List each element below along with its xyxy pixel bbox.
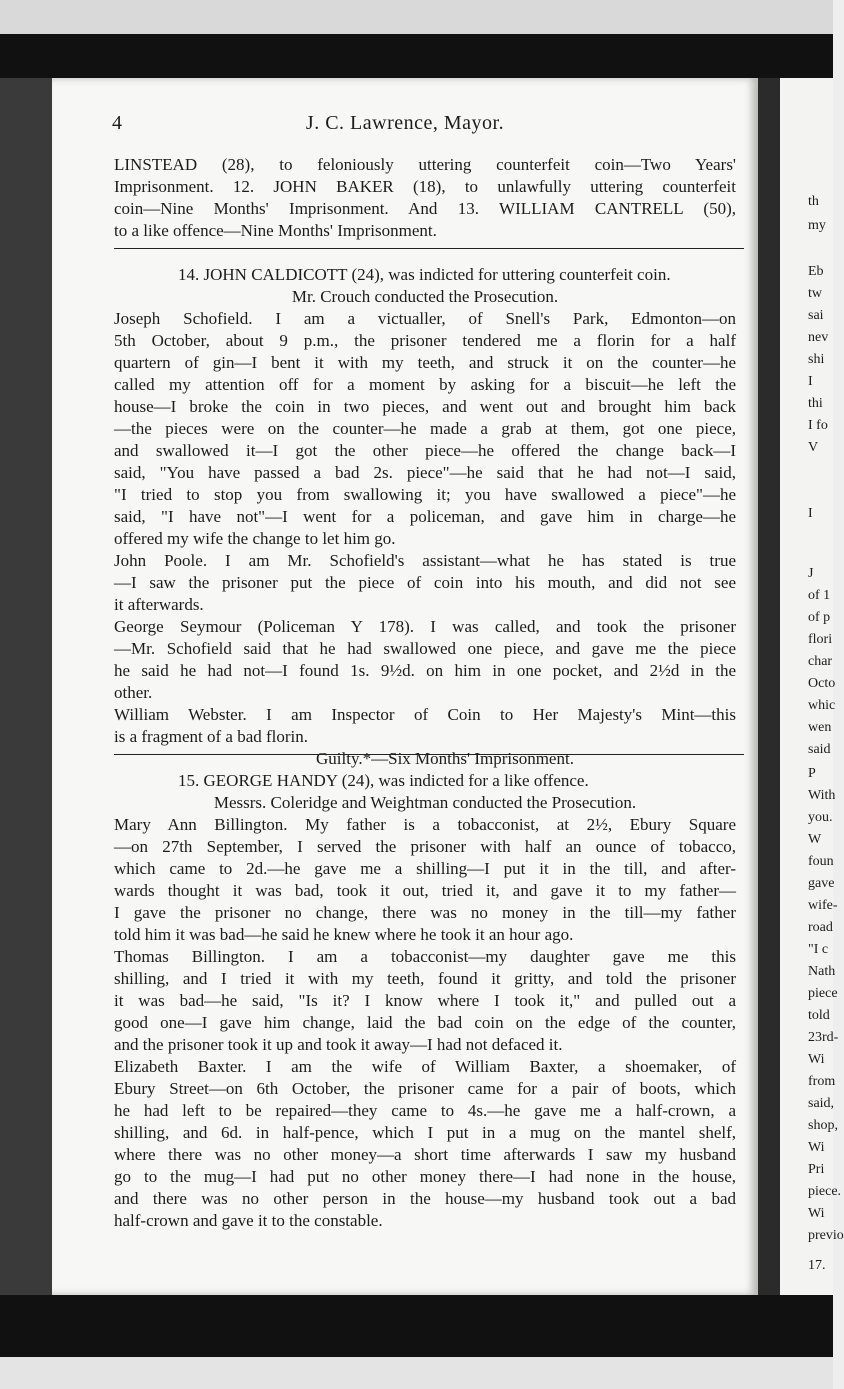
prosecution-note: Messrs. Coleridge and Weightman conducted the Prosecution. [213,793,637,812]
testimony-line: —on 27th September, I served the prisoner with half an ounce of tobacco, [114,837,736,856]
testimony-line: and swallowed it—I got the other piece—he offered the change back—I [114,441,736,460]
testimony-line: and the prisoner took it up and took it away—I had not defaced it. [114,1035,563,1054]
next-page-fragment: th [808,194,819,209]
next-page-fragment: my [808,218,826,233]
film-border-bottom [0,1295,833,1357]
case-heading: 14. JOHN CALDICOTT (24), was indicted for uttering counterfeit coin. [178,265,671,284]
next-page-fragment: of p [808,610,831,625]
testimony-line: Mary Ann Billington. My father is a tobacconist, at 2½, Ebury Square [114,815,736,834]
next-page-fragment: shop, [808,1118,838,1133]
testimony-line: other. [114,683,153,702]
next-page-fragment: I fo [808,418,828,433]
prosecution-note: Mr. Crouch conducted the Prosecution. [291,287,559,306]
document-page [52,78,758,1295]
next-page-fragment: said, [808,1096,835,1111]
verdict: Guilty.*—Six Months' Imprisonment. [316,749,574,768]
testimony-line: is a fragment of a bad florin. [114,727,309,746]
testimony-line: —Mr. Schofield said that he had swallowed one piece, and gave me the piece [114,639,736,658]
next-page-fragment: shi [808,352,825,367]
testimony-line: George Seymour (Policeman Y 178). I was called, and took the prisoner [114,617,736,636]
running-head-text: J. C. Lawrence, Mayor. [305,112,505,134]
page-gutter [758,78,780,1295]
testimony-line: where there was no other money—a short time afterwards I saw my husband [114,1145,736,1164]
testimony-line: house—I broke the coin in two pieces, and went out and brought him back [114,397,736,416]
next-page-fragment: Pri [808,1162,825,1177]
next-page-fragment: P [808,766,816,781]
next-page-fragment: said [808,742,831,757]
page-header [52,112,758,136]
testimony-line: —the pieces were on the counter—he made a grab at them, got one piece, [114,419,736,438]
film-strip-bottom [0,1357,833,1389]
testimony-line: Ebury Street—on 6th October, the prisoner came for a pair of boots, which [114,1079,736,1098]
testimony-line: it was bad—he said, "Is it? I know where I took it," and pulled out a [114,991,736,1010]
next-page-fragment: piece. [808,1184,842,1199]
next-page-fragment: nev [808,330,829,345]
testimony-line: go to the mug—I had put no other money there—I had none in the house, [114,1167,736,1186]
continuation-paragraph [114,154,736,242]
testimony-line: Joseph Schofield. I am a victualler, of Snell's Park, Edmonton—on [114,309,736,328]
testimony-line: told him it was bad—he said he knew where he took it an hour ago. [114,925,574,944]
next-page-fragment: thi [808,396,823,411]
next-page-fragment: Wi [808,1052,825,1067]
next-page-fragment: I [808,506,813,521]
testimony-line: half-crown and gave it to the constable. [114,1211,383,1230]
next-page-fragment: gave [808,876,835,891]
case-15 [114,770,736,1232]
testimony-line: said, "I have not"—I went for a policeman, and gave him in charge—he [114,507,736,526]
testimony-line: shilling, and I tried it with my teeth, found it gritty, and told the prisoner [114,969,736,988]
testimony-line: —I saw the prisoner put the piece of coin into his mouth, and did not see [114,573,736,592]
next-page-fragment: 17. [808,1258,826,1273]
next-page-fragment: 23rd- [808,1030,839,1045]
next-page-fragment: Octo [808,676,836,691]
text-line: LINSTEAD (28), to feloniously uttering counterfeit coin—Two Years' [114,155,736,174]
film-border-top [0,34,833,78]
next-page-fragment: told [808,1008,830,1023]
testimony-line: John Poole. I am Mr. Schofield's assistant—what he has stated is true [114,551,736,570]
next-page-fragment: "I c [808,942,829,957]
section-divider [114,248,744,249]
next-page-fragment: foun [808,854,834,869]
testimony-line: he said he had not—I found 1s. 9½d. on him in one pocket, and 2½d in the [114,661,736,680]
next-page-fragment: char [808,654,833,669]
next-page-fragment: W [808,832,822,847]
testimony-line: wards thought it was bad, took it out, tried it, and gave it to my father— [114,881,736,900]
next-page-fragment: piece [808,986,838,1001]
next-page-fragment: Eb [808,264,824,279]
testimony-line: it afterwards. [114,595,204,614]
next-page-fragment: With [808,788,836,803]
testimony-line: offered my wife the change to let him go. [114,529,396,548]
testimony-line: said, "You have passed a bad 2s. piece"—he said that he had not—I said, [114,463,736,482]
testimony-line: William Webster. I am Inspector of Coin to Her Majesty's Mint—this [114,705,736,724]
running-head [52,112,758,135]
testimony-line: I gave the prisoner no change, there was no money in the till—my father [114,903,736,922]
next-page-fragment: J [808,566,814,581]
next-page-fragment: flori [808,632,833,647]
next-page-fragment: tw [808,286,822,301]
next-page-fragment: wen [808,720,832,735]
next-page-fragment: road [808,920,833,935]
text-line: coin—Nine Months' Imprisonment. And 13. WILLIAM CANTRELL (50), [114,199,736,218]
case-14 [114,264,736,770]
next-page-fragment: wife- [808,898,838,913]
testimony-line: quartern of gin—I bent it with my teeth, and struck it on the counter—he [114,353,736,372]
testimony-line: shilling, and 6d. in half-pence, which I put in a mug on the mantel shelf, [114,1123,736,1142]
case-heading: 15. GEORGE HANDY (24), was indicted for a like offence. [178,771,589,790]
next-page-fragment: of 1 [808,588,831,603]
next-page-fragment: Wi [808,1140,825,1155]
testimony-line: Thomas Billington. I am a tobacconist—my daughter gave me this [114,947,736,966]
testimony-line: which came to 2d.—he gave me a shilling—I put it in the till, and after- [114,859,736,878]
film-strip-top [0,0,833,34]
testimony-line: 5th October, about 9 p.m., the prisoner tendered me a florin for a half [114,331,736,350]
next-page-fragment: V [808,440,819,455]
next-page-fragment: whic [808,698,836,713]
testimony-line: he had left to be repaired—they came to 4s.—he gave me a half-crown, a [114,1101,736,1120]
next-page-fragment: Nath [808,964,836,979]
testimony-line: called my attention off for a moment by asking for a biscuit—he left the [114,375,736,394]
next-page-fragment: previo [808,1228,844,1243]
text-line: Imprisonment. 12. JOHN BAKER (18), to unlawfully uttering counterfeit [114,177,736,196]
text-line: to a like offence—Nine Months' Imprisonment. [114,221,437,240]
testimony-line: Elizabeth Baxter. I am the wife of William Baxter, a shoemaker, of [114,1057,736,1076]
next-page-fragment: Wi [808,1206,825,1221]
film-border-left [0,78,52,1295]
next-page-fragment: sai [808,308,824,323]
testimony-line: good one—I gave him change, laid the bad coin on the edge of the counter, [114,1013,736,1032]
testimony-line: "I tried to stop you from swallowing it; you have swallowed a piece"—he [114,485,736,504]
page-number: 4 [112,112,122,134]
next-page-fragment: from [808,1074,836,1089]
next-page-fragment: you. [808,810,833,825]
next-page-fragment: I [808,374,813,389]
next-page-edge [780,78,844,1295]
section-divider [114,754,744,755]
testimony-line: and there was no other person in the house—my husband took out a bad [114,1189,736,1208]
